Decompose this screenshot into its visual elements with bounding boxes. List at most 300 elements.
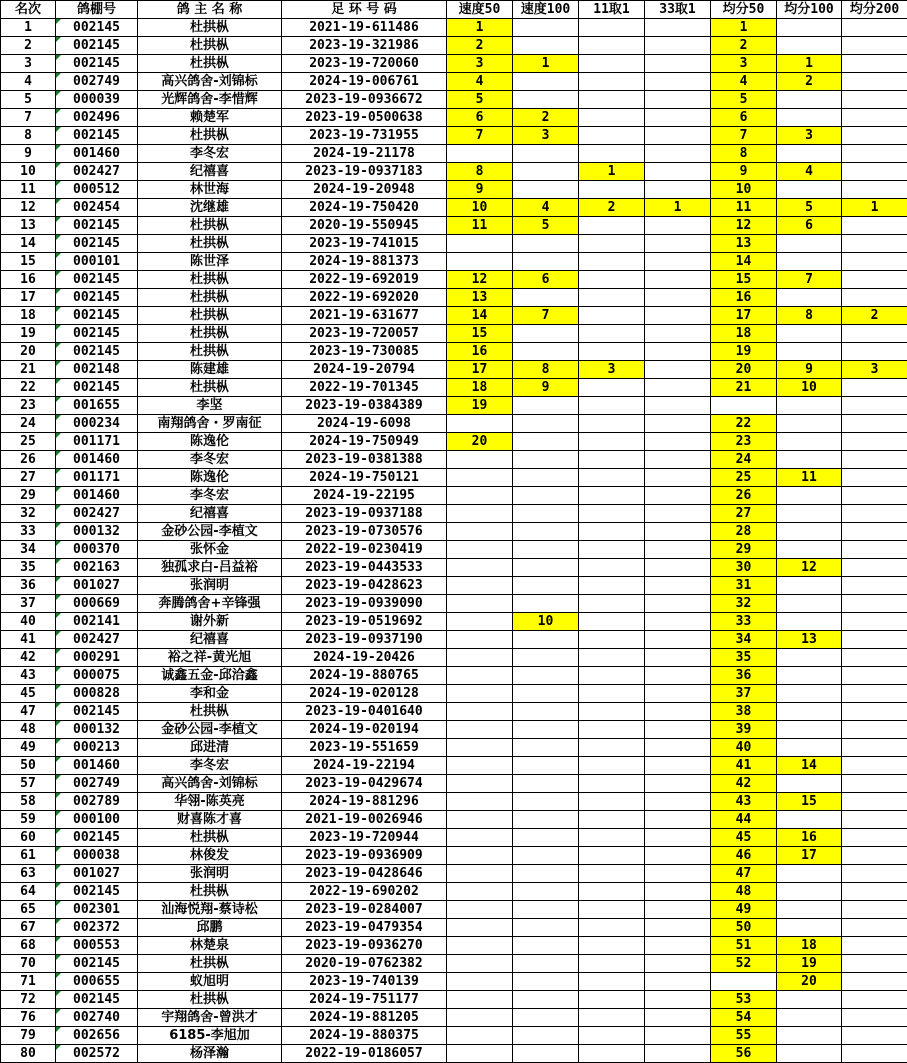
pick33-cell: [645, 829, 711, 847]
loft-number-cell: 002145: [56, 19, 138, 37]
table-row: [1, 343, 907, 361]
loft-number-cell: 000553: [56, 937, 138, 955]
pick33-cell: [645, 1045, 711, 1063]
table-row: [1, 703, 907, 721]
rank-cell: 49: [1, 739, 56, 757]
ring-number-cell: 2023-19-0381388: [282, 451, 447, 469]
loft-number-cell: 001655: [56, 397, 138, 415]
owner-name-cell: 张怀金: [138, 541, 282, 559]
avg50-cell: 47: [711, 865, 777, 883]
loft-number-cell: 002148: [56, 361, 138, 379]
speed50-cell: [447, 631, 513, 649]
pick33-cell: [645, 397, 711, 415]
avg200-cell: [842, 487, 907, 505]
avg50-header: 均分50: [711, 1, 777, 19]
rank-cell: 4: [1, 73, 56, 91]
table-row: [1, 379, 907, 397]
avg50-cell: 20: [711, 361, 777, 379]
pick33-cell: [645, 901, 711, 919]
speed100-cell: [513, 865, 579, 883]
loft-number-cell: 002454: [56, 199, 138, 217]
owner-name-cell: 奔腾鸽舍+辛锋强: [138, 595, 282, 613]
rank-cell: 13: [1, 217, 56, 235]
avg100-cell: [777, 919, 842, 937]
rank-cell: 50: [1, 757, 56, 775]
loft-number-cell: 001460: [56, 145, 138, 163]
table-row: [1, 883, 907, 901]
avg200-cell: [842, 181, 907, 199]
table-row: [1, 253, 907, 271]
avg100-cell: [777, 739, 842, 757]
rank-cell: 65: [1, 901, 56, 919]
avg200-cell: [842, 73, 907, 91]
loft-number-cell: 001171: [56, 469, 138, 487]
speed100-cell: [513, 451, 579, 469]
avg50-cell: 24: [711, 451, 777, 469]
speed50-cell: [447, 145, 513, 163]
speed100-cell: [513, 91, 579, 109]
table-row: [1, 667, 907, 685]
speed100-cell: [513, 325, 579, 343]
table-row: [1, 685, 907, 703]
avg50-cell: 29: [711, 541, 777, 559]
speed50-cell: [447, 505, 513, 523]
pick33-cell: [645, 937, 711, 955]
pick33-cell: [645, 1009, 711, 1027]
avg200-cell: [842, 865, 907, 883]
avg50-cell: 14: [711, 253, 777, 271]
speed50-cell: [447, 991, 513, 1009]
pick33-cell: [645, 703, 711, 721]
owner-name-cell: 杜拱枞: [138, 955, 282, 973]
rank-cell: 57: [1, 775, 56, 793]
avg100-cell: 4: [777, 163, 842, 181]
pick33-cell: [645, 793, 711, 811]
owner-name-cell: 宇翔鸽舍-曾洪才: [138, 1009, 282, 1027]
avg100-cell: [777, 721, 842, 739]
avg200-cell: [842, 955, 907, 973]
table-row: [1, 559, 907, 577]
pick33-cell: [645, 487, 711, 505]
pick33-cell: [645, 775, 711, 793]
avg100-cell: [777, 703, 842, 721]
speed100-cell: [513, 559, 579, 577]
speed100-cell: [513, 919, 579, 937]
pick11-cell: [579, 451, 645, 469]
table-row: [1, 775, 907, 793]
rank-cell: 24: [1, 415, 56, 433]
speed50-cell: 19: [447, 397, 513, 415]
pick11-cell: [579, 235, 645, 253]
speed50-cell: [447, 253, 513, 271]
rank-cell: 29: [1, 487, 56, 505]
owner-name-cell: 李和金: [138, 685, 282, 703]
speed50-cell: 14: [447, 307, 513, 325]
avg100-cell: 14: [777, 757, 842, 775]
avg100-cell: [777, 811, 842, 829]
rank-cell: 42: [1, 649, 56, 667]
avg50-cell: 45: [711, 829, 777, 847]
speed100-cell: 8: [513, 361, 579, 379]
owner-name-cell: 李冬宏: [138, 145, 282, 163]
loft-number-cell: 002145: [56, 55, 138, 73]
avg50-cell: 18: [711, 325, 777, 343]
ring-number-cell: 2021-19-0026946: [282, 811, 447, 829]
ring-number-cell: 2024-19-006761: [282, 73, 447, 91]
speed100-cell: [513, 577, 579, 595]
avg100-cell: [777, 487, 842, 505]
avg200-cell: [842, 685, 907, 703]
ring-number-cell: 2024-19-880375: [282, 1027, 447, 1045]
ring-number-cell: 2023-19-0429674: [282, 775, 447, 793]
speed50-cell: 1: [447, 19, 513, 37]
ring-number-cell: 2023-19-720057: [282, 325, 447, 343]
pick33-header: 33取1: [645, 1, 711, 19]
avg200-cell: [842, 595, 907, 613]
pick11-cell: [579, 487, 645, 505]
pick33-cell: [645, 811, 711, 829]
owner-name-cell: 汕海悦翔-蔡诗松: [138, 901, 282, 919]
pick33-cell: [645, 919, 711, 937]
speed50-cell: 10: [447, 199, 513, 217]
speed100-cell: [513, 73, 579, 91]
speed50-cell: [447, 865, 513, 883]
avg100-cell: 1: [777, 55, 842, 73]
avg200-cell: [842, 829, 907, 847]
avg100-cell: [777, 505, 842, 523]
avg200-cell: [842, 109, 907, 127]
speed100-cell: 9: [513, 379, 579, 397]
avg200-cell: [842, 397, 907, 415]
avg100-cell: [777, 577, 842, 595]
speed50-cell: 2: [447, 37, 513, 55]
speed100-header: 速度100: [513, 1, 579, 19]
ring-number-cell: 2024-19-21178: [282, 145, 447, 163]
table-row: [1, 541, 907, 559]
pick33-cell: [645, 577, 711, 595]
speed50-cell: [447, 577, 513, 595]
owner-name-cell: 林俊发: [138, 847, 282, 865]
loft-number-cell: 001460: [56, 451, 138, 469]
rank-cell: 7: [1, 109, 56, 127]
loft-number-cell: 000669: [56, 595, 138, 613]
avg100-cell: [777, 145, 842, 163]
table-row: [1, 937, 907, 955]
speed50-cell: [447, 415, 513, 433]
pick11-cell: [579, 631, 645, 649]
ring-number-cell: 2024-19-6098: [282, 415, 447, 433]
table-row: [1, 505, 907, 523]
table-row: [1, 37, 907, 55]
avg100-cell: [777, 235, 842, 253]
avg200-cell: [842, 883, 907, 901]
speed100-cell: 7: [513, 307, 579, 325]
speed50-cell: [447, 523, 513, 541]
pick33-cell: 1: [645, 199, 711, 217]
table-row: [1, 19, 907, 37]
table-row: [1, 865, 907, 883]
avg200-cell: [842, 469, 907, 487]
speed50-cell: [447, 235, 513, 253]
pick33-cell: [645, 271, 711, 289]
rank-cell: 80: [1, 1045, 56, 1063]
pick11-cell: [579, 415, 645, 433]
pick33-cell: [645, 613, 711, 631]
owner-name-cell: 赖楚军: [138, 109, 282, 127]
pick11-cell: [579, 1009, 645, 1027]
pick11-cell: [579, 721, 645, 739]
avg50-cell: 35: [711, 649, 777, 667]
ring-number-cell: 2024-19-020194: [282, 721, 447, 739]
ring-number-cell: 2024-19-880765: [282, 667, 447, 685]
speed100-cell: [513, 595, 579, 613]
pick33-cell: [645, 883, 711, 901]
avg100-cell: [777, 289, 842, 307]
table-row: [1, 73, 907, 91]
ring-number-cell: 2023-19-321986: [282, 37, 447, 55]
avg200-cell: 2: [842, 307, 907, 325]
loft-number-cell: 002145: [56, 271, 138, 289]
avg200-cell: [842, 1045, 907, 1063]
speed50-cell: [447, 559, 513, 577]
avg100-cell: [777, 451, 842, 469]
owner-name-cell: 独孤求白-吕益裕: [138, 559, 282, 577]
speed50-cell: 8: [447, 163, 513, 181]
loft-number-cell: 002145: [56, 703, 138, 721]
owner-name-cell: 李坚: [138, 397, 282, 415]
loft-number-cell: 002141: [56, 613, 138, 631]
avg200-cell: [842, 145, 907, 163]
speed100-cell: [513, 721, 579, 739]
avg100-cell: [777, 343, 842, 361]
pick33-cell: [645, 505, 711, 523]
avg50-cell: [711, 973, 777, 991]
avg50-cell: 2: [711, 37, 777, 55]
avg200-cell: [842, 775, 907, 793]
avg50-cell: 28: [711, 523, 777, 541]
pick11-cell: [579, 847, 645, 865]
ring-number-cell: 2023-19-731955: [282, 127, 447, 145]
table-row: [1, 811, 907, 829]
ring-number-cell: 2024-19-20426: [282, 649, 447, 667]
speed100-cell: [513, 343, 579, 361]
loft-number-cell: 000132: [56, 523, 138, 541]
loft-number-cell: 002145: [56, 127, 138, 145]
pick33-cell: [645, 91, 711, 109]
pick33-cell: [645, 415, 711, 433]
speed50-cell: 16: [447, 343, 513, 361]
speed100-cell: 5: [513, 217, 579, 235]
avg100-cell: [777, 523, 842, 541]
avg50-cell: 23: [711, 433, 777, 451]
speed50-cell: [447, 847, 513, 865]
ring-number-cell: 2023-19-720944: [282, 829, 447, 847]
rank-cell: 36: [1, 577, 56, 595]
pick11-cell: [579, 37, 645, 55]
avg50-cell: 7: [711, 127, 777, 145]
owner-name-cell: 杜拱枞: [138, 307, 282, 325]
pick33-cell: [645, 73, 711, 91]
table-row: [1, 235, 907, 253]
speed100-cell: [513, 685, 579, 703]
speed100-cell: [513, 757, 579, 775]
speed50-cell: [447, 937, 513, 955]
pick11-cell: [579, 901, 645, 919]
speed50-cell: [447, 451, 513, 469]
table-row: [1, 289, 907, 307]
table-row: [1, 307, 907, 325]
rank-cell: 33: [1, 523, 56, 541]
avg100-cell: 11: [777, 469, 842, 487]
loft-number-cell: 000234: [56, 415, 138, 433]
loft-number-cell: 002427: [56, 631, 138, 649]
rank-cell: 35: [1, 559, 56, 577]
loft-number-cell: 000655: [56, 973, 138, 991]
avg50-cell: 56: [711, 1045, 777, 1063]
rank-cell: 18: [1, 307, 56, 325]
avg200-cell: [842, 55, 907, 73]
avg100-cell: 3: [777, 127, 842, 145]
ring-number-cell: 2024-19-20948: [282, 181, 447, 199]
owner-name-cell: 陈世泽: [138, 253, 282, 271]
avg100-cell: [777, 1027, 842, 1045]
avg100-cell: [777, 667, 842, 685]
rank-cell: 40: [1, 613, 56, 631]
speed100-cell: 3: [513, 127, 579, 145]
owner-name-cell: 沈继雄: [138, 199, 282, 217]
avg100-header: 均分100: [777, 1, 842, 19]
speed100-cell: [513, 1027, 579, 1045]
avg50-cell: 55: [711, 1027, 777, 1045]
ring-number-cell: 2024-19-751177: [282, 991, 447, 1009]
speed100-cell: [513, 163, 579, 181]
pick11-cell: [579, 649, 645, 667]
ring-number-cell: 2023-19-0428646: [282, 865, 447, 883]
speed50-cell: [447, 829, 513, 847]
speed100-cell: [513, 37, 579, 55]
owner-name-cell: 张润明: [138, 577, 282, 595]
pick11-cell: [579, 433, 645, 451]
avg50-cell: 42: [711, 775, 777, 793]
table-row: [1, 469, 907, 487]
table-row: [1, 451, 907, 469]
table-row: [1, 901, 907, 919]
pick33-cell: [645, 685, 711, 703]
loft-number-cell: 002145: [56, 991, 138, 1009]
avg100-cell: 15: [777, 793, 842, 811]
pick33-cell: [645, 991, 711, 1009]
loft-number-cell: 002301: [56, 901, 138, 919]
avg50-cell: 51: [711, 937, 777, 955]
rank-cell: 3: [1, 55, 56, 73]
owner-name-cell: 金砂公园-李植文: [138, 523, 282, 541]
rank-cell: 64: [1, 883, 56, 901]
ring-number-cell: 2023-19-0939090: [282, 595, 447, 613]
speed100-cell: [513, 505, 579, 523]
pick33-cell: [645, 109, 711, 127]
rank-cell: 17: [1, 289, 56, 307]
rank-cell: 48: [1, 721, 56, 739]
ring-number-cell: 2024-19-750949: [282, 433, 447, 451]
rank-cell: 23: [1, 397, 56, 415]
table-row: [1, 919, 907, 937]
avg100-cell: [777, 109, 842, 127]
speed100-cell: 1: [513, 55, 579, 73]
pick11-cell: [579, 379, 645, 397]
avg100-cell: [777, 433, 842, 451]
avg50-cell: 25: [711, 469, 777, 487]
avg50-cell: 15: [711, 271, 777, 289]
avg50-cell: 38: [711, 703, 777, 721]
owner-name-cell: 杜拱枞: [138, 271, 282, 289]
owner-name-cell: 杜拱枞: [138, 703, 282, 721]
rank-cell: 9: [1, 145, 56, 163]
owner-name-cell: 邱鹏: [138, 919, 282, 937]
table-row: [1, 163, 907, 181]
rank-cell: 59: [1, 811, 56, 829]
table-row: [1, 1027, 907, 1045]
avg100-cell: [777, 649, 842, 667]
table-body: [1, 19, 907, 1063]
speed50-cell: 4: [447, 73, 513, 91]
rank-cell: 26: [1, 451, 56, 469]
speed100-cell: [513, 235, 579, 253]
rank-cell: 58: [1, 793, 56, 811]
loft-number-cell: 002145: [56, 379, 138, 397]
speed100-cell: [513, 469, 579, 487]
table-row: [1, 415, 907, 433]
pick33-cell: [645, 757, 711, 775]
pick33-cell: [645, 721, 711, 739]
table-row: [1, 721, 907, 739]
pick11-cell: [579, 973, 645, 991]
loft-number-header: 鸽棚号: [56, 1, 138, 19]
owner-name-cell: 邱进清: [138, 739, 282, 757]
owner-name-cell: 杜拱枞: [138, 343, 282, 361]
avg100-cell: 18: [777, 937, 842, 955]
avg200-cell: [842, 91, 907, 109]
speed50-cell: [447, 649, 513, 667]
pick11-cell: [579, 1027, 645, 1045]
owner-name-cell: 陈逸伦: [138, 433, 282, 451]
pick11-cell: [579, 559, 645, 577]
avg200-header: 均分200: [842, 1, 907, 19]
avg200-cell: [842, 919, 907, 937]
rank-cell: 43: [1, 667, 56, 685]
speed50-cell: [447, 703, 513, 721]
pick11-cell: 1: [579, 163, 645, 181]
ring-number-cell: 2023-19-0936909: [282, 847, 447, 865]
avg200-cell: [842, 649, 907, 667]
loft-number-cell: 002145: [56, 289, 138, 307]
owner-name-cell: 林世海: [138, 181, 282, 199]
avg100-cell: [777, 37, 842, 55]
speed50-cell: [447, 955, 513, 973]
speed100-cell: [513, 703, 579, 721]
speed50-cell: [447, 811, 513, 829]
owner-name-cell: 杜拱枞: [138, 883, 282, 901]
speed100-cell: [513, 793, 579, 811]
rank-cell: 70: [1, 955, 56, 973]
avg100-cell: [777, 415, 842, 433]
avg50-cell: 54: [711, 1009, 777, 1027]
avg200-cell: [842, 541, 907, 559]
speed50-cell: [447, 721, 513, 739]
avg50-cell: 16: [711, 289, 777, 307]
rank-cell: 21: [1, 361, 56, 379]
speed100-cell: [513, 829, 579, 847]
avg200-cell: [842, 505, 907, 523]
